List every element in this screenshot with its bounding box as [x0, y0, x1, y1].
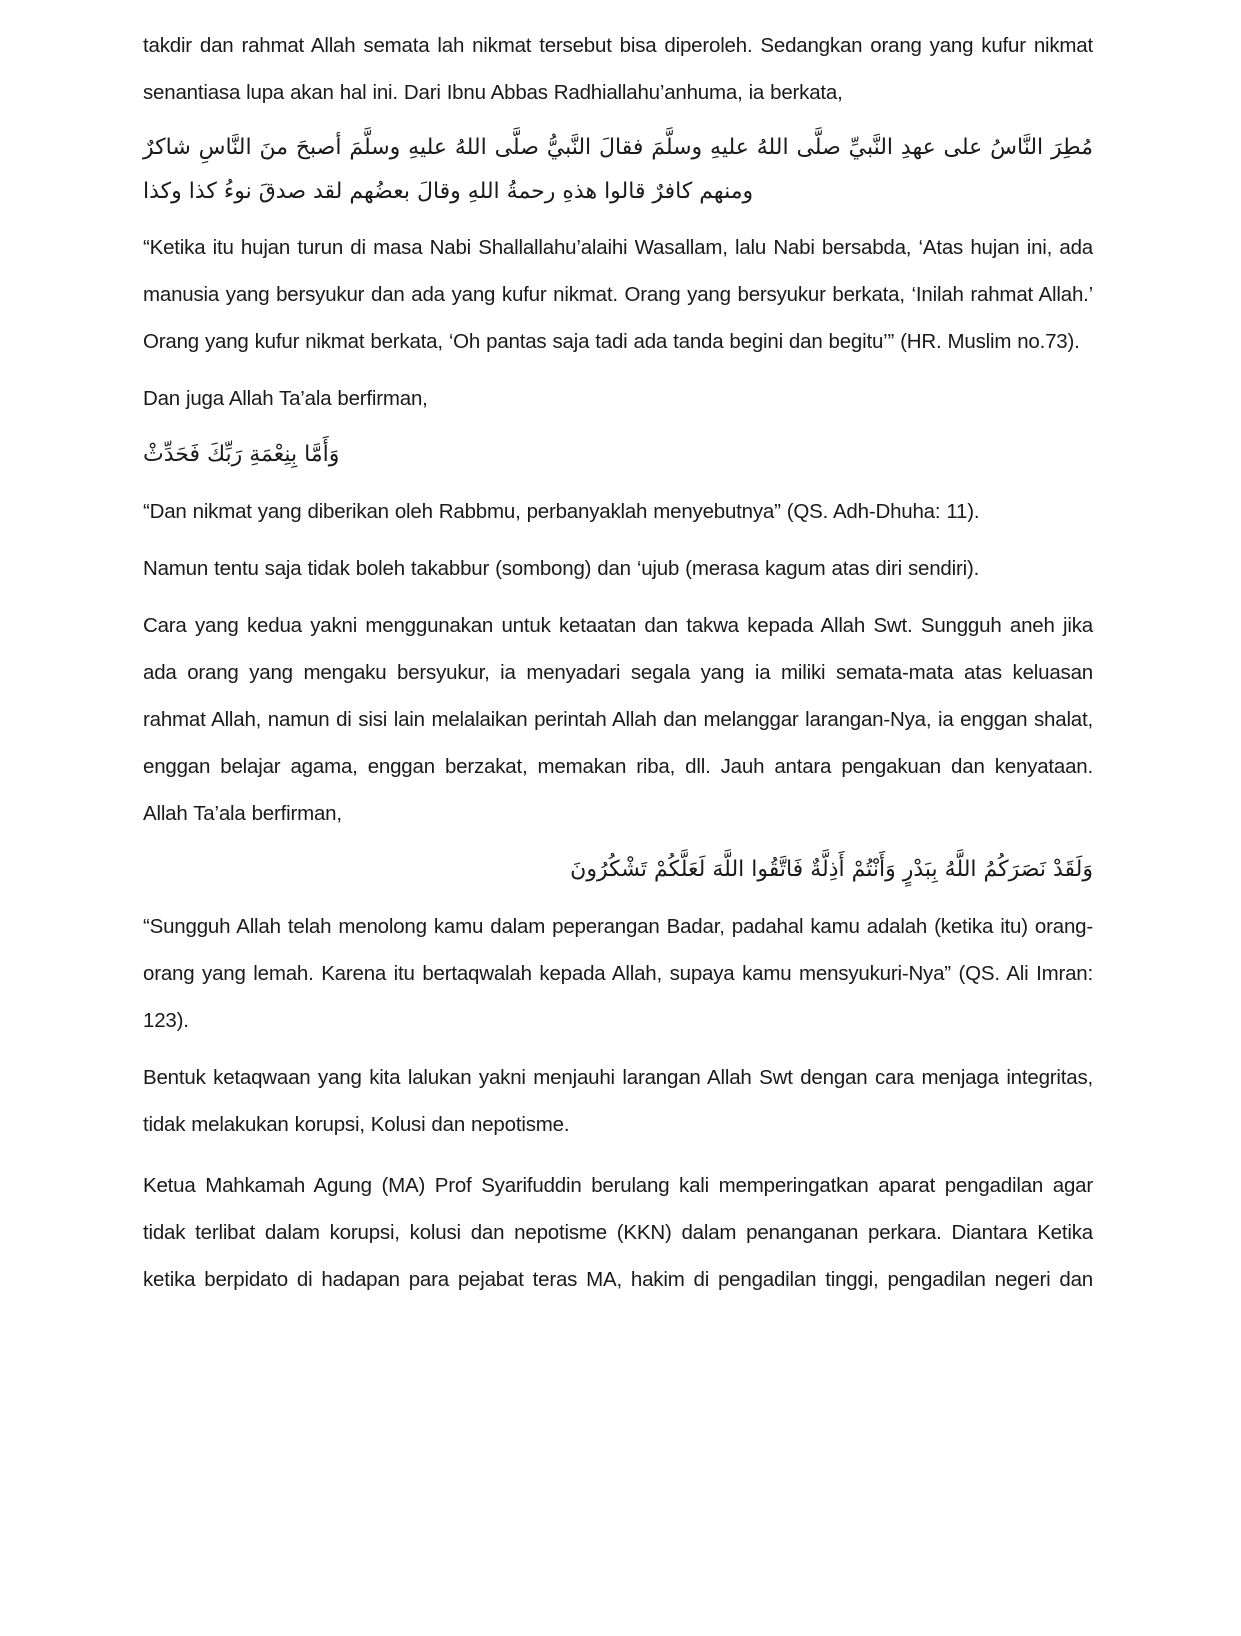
- paragraph-namun: Namun tentu saja tidak boleh takabbur (sombong) dan ‘ujub (merasa kagum atas diri sendiri).: [143, 557, 980, 580]
- arabic-hadith-quote: مُطِرَ النَّاسُ على عهدِ النَّبيِّ صلَّى اللهُ عليهِ وسلَّمَ فقالَ النَّبيُّ صلَّى اللهُ عليهِ وسلَّمَ أصبحَ منَ النَّاسِ شاكرٌ ومنهم كافرٌ قالوا هذهِ رحمةُ اللهِ وقالَ بعضُهم لقد صدقَ نوءُ كذا وكذا: [143, 135, 1093, 204]
- arabic-adh-dhuha-quote: وَأَمَّا بِنِعْمَةِ رَبِّكَ فَحَدِّثْ: [143, 442, 340, 467]
- paragraph-sungguh-allah: “Sungguh Allah telah menolong kamu dalam peperangan Badar, padahal kamu adalah (ketika itu) orang-orang yang lemah. Karena itu bertaqwalah kepada Allah, supaya kamu mensyukuri-Nya” (QS. Ali Imran: 123).: [143, 915, 1093, 1032]
- paragraph-takdir: takdir dan rahmat Allah semata lah nikmat tersebut bisa diperoleh. Sedangkan orang yang kufur nikmat senantiasa lupa akan hal ini. Dari Ibnu Abbas Radhiallahu’anhuma, ia berkata,: [143, 34, 1093, 104]
- paragraph-cara-kedua: Cara yang kedua yakni menggunakan untuk ketaatan dan takwa kepada Allah Swt. Sungguh aneh jika ada orang yang mengaku bersyukur, ia menyadari segala yang ia miliki semata-mata atas keluasan rahmat Allah, namun di sisi lain melalaikan perintah Allah dan melanggar larangan-Nya, ia enggan shalat, enggan belajar agama, enggan berzakat, memakan riba, dll. Jauh antara pengakuan dan kenyataan. Allah Ta’ala berfirman,: [143, 614, 1093, 825]
- paragraph-dan-nikmat: “Dan nikmat yang diberikan oleh Rabbmu, perbanyaklah menyebutnya” (QS. Adh-Dhuha: 11).: [143, 500, 980, 523]
- paragraph-dan-juga: Dan juga Allah Ta’ala berfirman,: [143, 387, 428, 410]
- paragraph-ketua-ma: Ketua Mahkamah Agung (MA) Prof Syarifuddin berulang kali memperingatkan aparat pengadilan agar tidak terlibat dalam korupsi, kolusi dan nepotisme (KKN) dalam penanganan perkara. Diantara Ketika ketika berpidato di hadapan para pejabat teras MA, hakim di pengadilan tinggi, pengadilan negeri dan: [143, 1174, 1093, 1291]
- arabic-ali-imran-quote: وَلَقَدْ نَصَرَكُمُ اللَّهُ بِبَدْرٍ وَأَنْتُمْ أَذِلَّةٌ فَاتَّقُوا اللَّهَ لَعَلَّكُمْ تَشْكُرُونَ: [570, 857, 1093, 882]
- paragraph-bentuk-ketaqwaan: Bentuk ketaqwaan yang kita lalukan yakni menjauhi larangan Allah Swt dengan cara menjaga integritas, tidak melakukan korupsi, Kolusi dan nepotisme.: [143, 1066, 1093, 1136]
- paragraph-ketika-itu-hujan: “Ketika itu hujan turun di masa Nabi Shallallahu’alaihi Wasallam, lalu Nabi bersabda, ‘Atas hujan ini, ada manusia yang bersyukur dan ada yang kufur nikmat. Orang yang bersyukur berkata, ‘Inilah rahmat Allah.’ Orang yang kufur nikmat berkata, ‘Oh pantas saja tadi ada tanda begini dan begitu’” (HR. Muslim no.73).: [143, 236, 1093, 353]
